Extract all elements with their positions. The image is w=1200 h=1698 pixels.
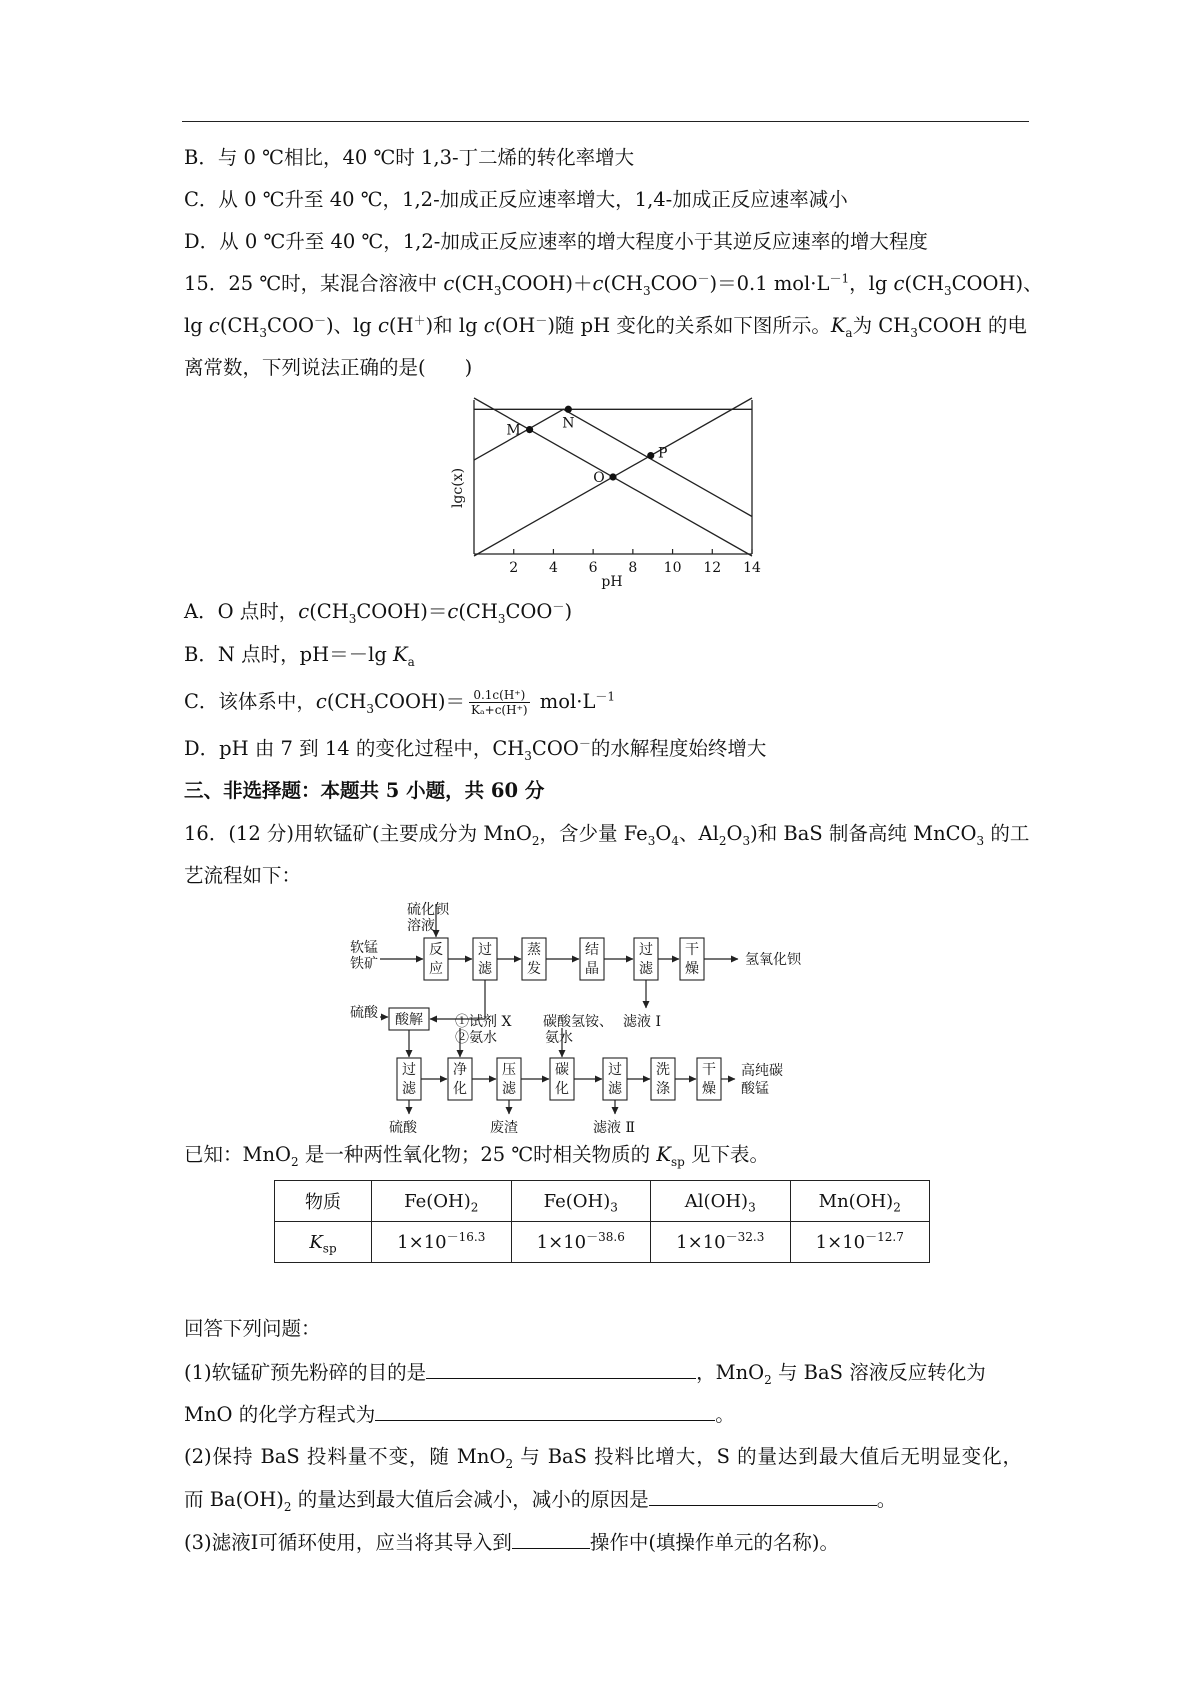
flow-output-label: 滤液 Ⅱ xyxy=(593,1120,635,1136)
flow-box-row2-label: 过 xyxy=(402,1062,416,1078)
answer-blank[interactable] xyxy=(426,1358,696,1379)
process-flow-diagram xyxy=(350,900,830,1136)
point-m xyxy=(526,426,533,433)
flow-box-row1-label: 反 xyxy=(429,942,443,958)
flow-box-row2-label: 化 xyxy=(453,1081,467,1097)
flow-product-label: 高纯碳 xyxy=(741,1063,783,1079)
table-header-cell: $Fe(OH)_3$ xyxy=(511,1181,651,1222)
point-o xyxy=(609,473,616,480)
flow-box-row2-label: 滤 xyxy=(402,1081,416,1097)
flow-box-row2-label: 压 xyxy=(502,1062,516,1078)
flow-box-row2-label: 碳 xyxy=(555,1062,569,1078)
x-tick-label: 4 xyxy=(548,560,558,576)
answer-intro: 回答下列问题： xyxy=(184,1317,321,1340)
flow-box-row1-label: 结 xyxy=(585,942,599,958)
flow-output-label: 硫酸 xyxy=(389,1120,417,1136)
flow-output-label: 废渣 xyxy=(490,1120,518,1136)
flow-box-row1-label: 蒸 xyxy=(527,942,541,958)
flow-filtrate-label: 滤液 Ⅰ xyxy=(623,1014,661,1030)
q14-option-d: D．从 0 ℃升至 40 ℃，1,2-加成正反应速率的增大程度小于其逆反应速率的增大程度 xyxy=(184,230,928,253)
known-info: 已知：MnO$_2$ 是一种两性氧化物；25 ℃时相关物质的 $K_{sp}$ 见下表。 xyxy=(184,1143,770,1169)
point-p xyxy=(647,452,654,459)
x-tick-label: 10 xyxy=(663,560,682,576)
flow-reagent-label: 硫化钡 xyxy=(407,902,449,918)
table-cell: $1\times 10^{-38.6}$ xyxy=(511,1222,651,1263)
flow-box-row1-label: 过 xyxy=(639,942,653,958)
x-tick-label: 12 xyxy=(703,560,722,576)
flow-box-row2-label: 化 xyxy=(555,1081,569,1097)
q15-option-d: D．pH 由 7 到 14 的变化过程中，$CH_3COO^-$的水解程度始终增大 xyxy=(184,736,767,763)
q15-stem-line1: 15．25 ℃时，某混合溶液中 $c(CH_3COOH)+c(CH_3COO^-)=0.1$ $mol\cdot L^{-1}$，$\lg c(CH_3COOH)$、 xyxy=(184,271,1043,298)
point-label: P xyxy=(658,445,668,462)
point-label: M xyxy=(506,422,521,439)
question-1-line2: MnO 的化学方程式为 。 xyxy=(184,1400,735,1429)
graph-x-label: pH xyxy=(601,574,623,590)
flow-reagent-label: 溶液 xyxy=(407,918,435,934)
flow-box-row2-label: 涤 xyxy=(656,1081,670,1097)
table-cell: $1\times 10^{-12.7}$ xyxy=(790,1222,930,1263)
flow-box-row2-label: 净 xyxy=(453,1062,467,1078)
q15-option-c: C．该体系中，$c(CH_3COOH)=$ $\frac{0.1c(H^+)}{\text{Kₐ+c(H⁺)}}$ $mol\cdot L^{-1}$ xyxy=(184,688,616,717)
flow-box-row2-label: 燥 xyxy=(702,1081,716,1097)
flow-box-row1-label: 滤 xyxy=(639,961,653,977)
graph-y-label: lgc(x) xyxy=(450,467,466,509)
table-header-cell: $Mn(OH)_2$ xyxy=(790,1181,930,1222)
table-row-label: $K_{sp}$ xyxy=(275,1222,372,1263)
x-tick-label: 14 xyxy=(743,560,761,576)
flow-box-row1-label: 应 xyxy=(429,961,443,977)
flow-box-row2-label: 过 xyxy=(608,1062,622,1078)
point-n xyxy=(565,406,572,413)
flow-box-row1-label: 过 xyxy=(478,942,492,958)
flow-product-label: 酸锰 xyxy=(741,1081,769,1097)
flow-reagent-label: 氨水 xyxy=(545,1030,573,1046)
q15-option-b: B．N 点时，pH＝－lg $K_a$ xyxy=(184,643,415,669)
answer-blank[interactable] xyxy=(649,1485,877,1506)
q14-option-b: B．与 0 ℃相比，40 ℃时 1,3-丁二烯的转化率增大 xyxy=(184,146,635,169)
flow-box-row1-label: 燥 xyxy=(685,961,699,977)
x-tick-label: 8 xyxy=(628,560,638,576)
table-cell: $1\times 10^{-16.3}$ xyxy=(372,1222,512,1263)
flow-reagent-label: ②氨水 xyxy=(455,1030,497,1046)
question-2-line1: (2)保持 BaS 投料量不变，随 MnO$_2$ 与 BaS 投料比增大，S 的量达到最大值后无明显变化， xyxy=(184,1445,1022,1471)
table-header-cell: $Fe(OH)_2$ xyxy=(372,1181,512,1222)
table-header-row xyxy=(275,1181,930,1222)
x-tick-label: 2 xyxy=(509,560,519,576)
flow-box-row1-label: 发 xyxy=(527,961,541,977)
flow-box-row2-label: 滤 xyxy=(608,1081,622,1097)
x-tick-label: 6 xyxy=(588,560,598,576)
table-header-cell: 物质 xyxy=(275,1181,372,1222)
question-3: (3)滤液Ⅰ可循环使用，应当将其导入到 操作中(填操作单元的名称)。 xyxy=(184,1528,839,1557)
flow-box-row1-label: 滤 xyxy=(478,961,492,977)
header-rule xyxy=(182,121,1029,122)
flow-box-row2-label: 洗 xyxy=(656,1062,670,1078)
flow-feed-label: 软锰 xyxy=(350,940,378,956)
q16-stem-line1: 16．(12 分)用软锰矿(主要成分为 MnO$_2$，含少量 $Fe_3O_4$、$Al_2O_3$)和 BaS 制备高纯 MnCO$_3$ 的工 xyxy=(184,822,1030,848)
flow-box-row2-label: 干 xyxy=(702,1062,716,1078)
flow-feed-label: 硫酸 xyxy=(350,1005,378,1021)
lgc-ph-graph xyxy=(440,396,770,592)
flow-feed-label: 铁矿 xyxy=(350,956,378,972)
flow-box-row1-label: 干 xyxy=(685,942,699,958)
section-heading: 三、非选择题：本题共 5 小题，共 60 分 xyxy=(184,779,545,802)
q15-stem-line3: 离常数，下列说法正确的是( ) xyxy=(184,356,473,379)
point-label: O xyxy=(593,470,605,486)
flow-product-label: 氢氧化钡 xyxy=(745,952,801,968)
answer-blank[interactable] xyxy=(512,1528,590,1549)
q15-option-a: A．O 点时，$c(CH_3COOH)=c(CH_3COO^-)$ xyxy=(184,599,573,626)
question-1-line1: (1)软锰矿预先粉碎的目的是 ，MnO$_2$ 与 BaS 溶液反应转化为 xyxy=(184,1358,986,1387)
table-row xyxy=(275,1222,930,1263)
answer-blank[interactable] xyxy=(375,1400,715,1421)
flow-box-row2-label: 滤 xyxy=(502,1081,516,1097)
table-cell: $1\times 10^{-32.3}$ xyxy=(651,1222,791,1263)
ksp-table xyxy=(274,1180,930,1263)
point-label: N xyxy=(562,415,575,432)
table-header-cell: $Al(OH)_3$ xyxy=(651,1181,791,1222)
q14-option-c: C．从 0 ℃升至 40 ℃，1,2-加成正反应速率增大，1,4-加成正反应速率减小 xyxy=(184,188,848,211)
question-2-line2: 而 $Ba(OH)_2$ 的量达到最大值后会减小，减小的原因是 。 xyxy=(184,1485,896,1514)
flow-reagent-label: 碳酸氢铵、 xyxy=(543,1014,613,1030)
flow-box-row1-label: 晶 xyxy=(585,961,599,977)
q16-stem-line2: 艺流程如下： xyxy=(184,864,302,887)
flow-box-acid-label: 酸解 xyxy=(395,1012,423,1028)
q15-stem-line2: $\lg c(CH_3COO^-)$、lg c(H＋)和 lg c(OH－)随 pH 变化的关系如下图所示。$K_a$为 $CH_3COOH$ 的电 xyxy=(184,313,1027,340)
flow-reagent-label: ①试剂 X xyxy=(455,1014,512,1030)
fraction: $\frac{0.1c(H^+)}{\text{Kₐ+c(H⁺)}}$ xyxy=(471,688,528,717)
